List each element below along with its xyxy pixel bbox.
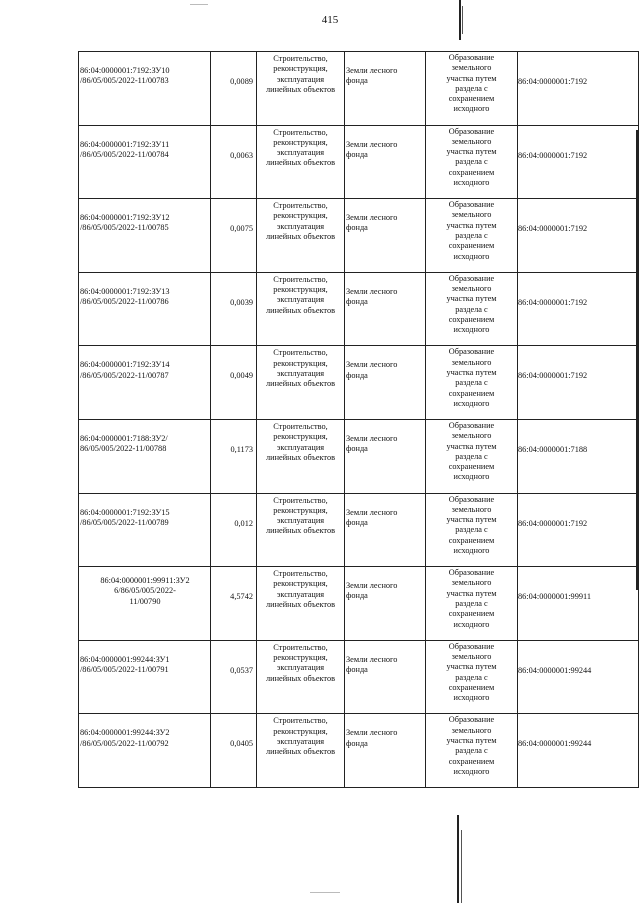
permitted-use-line: Строительство, xyxy=(273,421,328,431)
permitted-use-line: линейных объектов xyxy=(265,379,336,389)
formation-method-line: сохранением xyxy=(448,462,495,472)
formation-method-line: земельного xyxy=(451,431,492,441)
formation-method-line: Образование xyxy=(448,715,495,725)
permitted-use-line: линейных объектов xyxy=(265,232,336,242)
land-category-line: фонда xyxy=(346,665,368,675)
permitted-use-line: реконструкция, xyxy=(273,358,328,368)
permitted-use-cell xyxy=(257,567,345,641)
formation-method-line: раздела с xyxy=(455,157,488,167)
formation-method-cell xyxy=(426,493,518,567)
permitted-use-line: эксплуатация xyxy=(276,663,325,673)
cadastral-number-line: /86/05/005/2022-11/00786 xyxy=(80,297,169,307)
source-plot-cell: 86:04:0000001:99244 xyxy=(518,714,639,788)
area-cell: 0,0049 xyxy=(211,346,257,420)
table-row xyxy=(79,199,639,273)
source-plot-cell: 86:04:0000001:7192 xyxy=(518,52,639,126)
permitted-use-line: эксплуатация xyxy=(276,736,325,746)
formation-method-line: раздела с xyxy=(455,672,488,682)
source-plot-cell: 86:04:0000001:7192 xyxy=(518,199,639,273)
cadastral-number-line: 6/86/05/005/2022- xyxy=(114,586,176,596)
permitted-use-line: реконструкция, xyxy=(273,653,328,663)
cadastral-number-cell xyxy=(79,125,211,199)
formation-method-line: раздела с xyxy=(455,83,488,93)
permitted-use-line: линейных объектов xyxy=(265,305,336,315)
formation-method-line: участка путем xyxy=(446,294,497,304)
scan-artifact-faint-top xyxy=(190,4,208,5)
cadastral-number-cell xyxy=(79,346,211,420)
permitted-use-line: линейных объектов xyxy=(265,747,336,757)
permitted-use-line: Строительство, xyxy=(273,127,328,137)
cadastral-number-cell xyxy=(79,52,211,126)
formation-method-line: исходного xyxy=(453,251,490,261)
land-category-line: фонда xyxy=(346,149,368,159)
permitted-use-cell xyxy=(257,272,345,346)
source-plot-cell: 86:04:0000001:7192 xyxy=(518,272,639,346)
land-category-line: Земли лесного xyxy=(346,66,398,75)
area-cell: 4,5742 xyxy=(211,567,257,641)
scan-artifact-bottom-secondary xyxy=(461,830,462,903)
formation-method-line: Образование xyxy=(448,420,495,430)
formation-method-line: исходного xyxy=(453,693,490,703)
formation-method-line: участка путем xyxy=(446,220,497,230)
formation-method-cell xyxy=(426,567,518,641)
formation-method-line: раздела с xyxy=(455,746,488,756)
cadastral-number-line: 86:04:0000001:7192:ЗУ13 xyxy=(80,286,170,296)
permitted-use-line: линейных объектов xyxy=(265,84,336,94)
land-category-cell xyxy=(345,419,426,493)
formation-method-line: раздела с xyxy=(455,378,488,388)
permitted-use-line: линейных объектов xyxy=(265,673,336,683)
cadastral-number-line: /86/05/005/2022-11/00791 xyxy=(80,665,169,675)
formation-method-line: участка путем xyxy=(446,73,497,83)
permitted-use-line: реконструкция, xyxy=(273,211,328,221)
permitted-use-line: реконструкция, xyxy=(273,285,328,295)
cadastral-number-line: /86/05/005/2022-11/00792 xyxy=(80,738,169,748)
formation-method-line: земельного xyxy=(451,357,492,367)
land-category-line: Земли лесного xyxy=(346,286,398,296)
cadastral-number-line: 11/00790 xyxy=(129,596,161,606)
formation-method-line: исходного xyxy=(453,325,490,335)
page-number: 415 xyxy=(321,14,339,26)
cadastral-number-cell xyxy=(79,567,211,641)
permitted-use-line: эксплуатация xyxy=(276,148,325,158)
table-row xyxy=(79,714,639,788)
permitted-use-line: реконструкция, xyxy=(273,726,328,736)
permitted-use-cell xyxy=(257,346,345,420)
land-category-line: фонда xyxy=(346,223,368,233)
permitted-use-line: Строительство, xyxy=(273,569,328,579)
formation-method-line: сохранением xyxy=(448,756,495,766)
land-category-cell xyxy=(345,567,426,641)
formation-method-line: сохранением xyxy=(448,609,495,619)
cadastral-number-line: 86:04:0000001:7192:ЗУ12 xyxy=(80,213,170,223)
permitted-use-line: реконструкция, xyxy=(273,432,328,442)
land-plot-table-body xyxy=(79,52,639,788)
formation-method-line: Образование xyxy=(448,568,495,578)
area-cell: 0,012 xyxy=(211,493,257,567)
table-row xyxy=(79,419,639,493)
formation-method-line: раздела с xyxy=(455,231,488,241)
land-plot-table xyxy=(78,51,639,788)
cadastral-number-line: 86:04:0000001:99244:ЗУ1 xyxy=(80,654,170,664)
formation-method-line: раздела с xyxy=(455,525,488,535)
cadastral-number-line: /86/05/005/2022-11/00785 xyxy=(80,223,169,233)
formation-method-line: исходного xyxy=(453,472,490,482)
table-row xyxy=(79,346,639,420)
formation-method-line: участка путем xyxy=(446,588,497,598)
area-cell: 0,0405 xyxy=(211,714,257,788)
formation-method-line: сохранением xyxy=(448,241,495,251)
formation-method-cell xyxy=(426,714,518,788)
formation-method-line: земельного xyxy=(451,504,492,514)
formation-method-line: земельного xyxy=(451,578,492,588)
land-category-line: фонда xyxy=(346,76,368,86)
formation-method-line: земельного xyxy=(451,210,492,220)
cadastral-number-line: /86/05/005/2022-11/00783 xyxy=(80,76,169,86)
formation-method-cell xyxy=(426,272,518,346)
formation-method-line: участка путем xyxy=(446,735,497,745)
scan-artifact-bottom xyxy=(457,815,459,903)
cadastral-number-line: 86:04:0000001:7192:ЗУ15 xyxy=(80,507,170,517)
land-category-cell xyxy=(345,493,426,567)
permitted-use-cell xyxy=(257,714,345,788)
source-plot-cell: 86:04:0000001:99911 xyxy=(518,567,639,641)
scan-artifact-top xyxy=(459,0,461,40)
source-plot-cell: 86:04:0000001:7192 xyxy=(518,125,639,199)
permitted-use-line: эксплуатация xyxy=(276,589,325,599)
area-cell: 0,1173 xyxy=(211,419,257,493)
land-category-line: фонда xyxy=(346,370,368,380)
cadastral-number-cell xyxy=(79,272,211,346)
cadastral-number-cell xyxy=(79,640,211,714)
cadastral-number-line: /86/05/005/2022-11/00787 xyxy=(80,370,169,380)
formation-method-line: Образование xyxy=(448,347,495,357)
formation-method-line: Образование xyxy=(448,53,495,62)
cadastral-number-line: 86:04:0000001:7188:ЗУ2/ xyxy=(80,433,168,443)
formation-method-line: земельного xyxy=(451,136,492,146)
table-row xyxy=(79,567,639,641)
land-category-line: Земли лесного xyxy=(346,433,398,443)
formation-method-line: земельного xyxy=(451,63,492,73)
table-row xyxy=(79,272,639,346)
land-category-line: Земли лесного xyxy=(346,507,398,517)
land-category-line: Земли лесного xyxy=(346,654,398,664)
permitted-use-line: линейных объектов xyxy=(265,158,336,168)
formation-method-line: сохранением xyxy=(448,167,495,177)
formation-method-line: исходного xyxy=(453,104,490,114)
land-category-line: фонда xyxy=(346,738,368,748)
land-category-line: Земли лесного xyxy=(346,360,398,370)
cadastral-number-line: 86:04:0000001:7192:ЗУ10 xyxy=(80,66,170,75)
permitted-use-cell xyxy=(257,640,345,714)
permitted-use-line: реконструкция, xyxy=(273,579,328,589)
source-plot-cell: 86:04:0000001:7192 xyxy=(518,493,639,567)
permitted-use-line: эксплуатация xyxy=(276,368,325,378)
land-category-cell xyxy=(345,52,426,126)
cadastral-number-line: 86:04:0000001:99911:ЗУ2 xyxy=(100,576,190,586)
permitted-use-line: Строительство, xyxy=(273,274,328,284)
area-cell: 0,0063 xyxy=(211,125,257,199)
formation-method-line: Образование xyxy=(448,126,495,136)
scan-artifact-faint-bottom xyxy=(310,892,340,893)
cadastral-number-line: 86/05/005/2022-11/00788 xyxy=(80,444,167,454)
permitted-use-cell xyxy=(257,493,345,567)
formation-method-line: земельного xyxy=(451,652,492,662)
permitted-use-line: эксплуатация xyxy=(276,295,325,305)
land-category-cell xyxy=(345,640,426,714)
formation-method-cell xyxy=(426,346,518,420)
area-cell: 0,0039 xyxy=(211,272,257,346)
cadastral-number-cell xyxy=(79,714,211,788)
formation-method-line: сохранением xyxy=(448,314,495,324)
formation-method-line: раздела с xyxy=(455,304,488,314)
formation-method-cell xyxy=(426,52,518,126)
land-category-line: фонда xyxy=(346,444,368,454)
formation-method-line: сохранением xyxy=(448,388,495,398)
area-cell: 0,0537 xyxy=(211,640,257,714)
land-category-line: Земли лесного xyxy=(346,581,398,591)
formation-method-line: исходного xyxy=(453,619,490,629)
scan-artifact-top-secondary xyxy=(462,6,463,34)
source-plot-cell: 86:04:0000001:99244 xyxy=(518,640,639,714)
formation-method-line: сохранением xyxy=(448,94,495,104)
permitted-use-line: эксплуатация xyxy=(276,442,325,452)
permitted-use-line: Строительство, xyxy=(273,348,328,358)
land-category-cell xyxy=(345,714,426,788)
permitted-use-line: линейных объектов xyxy=(265,600,336,610)
cadastral-number-line: /86/05/005/2022-11/00784 xyxy=(80,149,169,159)
formation-method-cell xyxy=(426,640,518,714)
permitted-use-line: Строительство, xyxy=(273,642,328,652)
table-row xyxy=(79,640,639,714)
table-row xyxy=(79,125,639,199)
source-plot-cell: 86:04:0000001:7188 xyxy=(518,419,639,493)
formation-method-line: участка путем xyxy=(446,441,497,451)
permitted-use-line: эксплуатация xyxy=(276,221,325,231)
formation-method-cell xyxy=(426,199,518,273)
cadastral-number-cell xyxy=(79,419,211,493)
cadastral-number-cell xyxy=(79,199,211,273)
permitted-use-cell xyxy=(257,199,345,273)
formation-method-line: Образование xyxy=(448,641,495,651)
formation-method-line: земельного xyxy=(451,284,492,294)
land-category-cell xyxy=(345,346,426,420)
land-category-line: фонда xyxy=(346,517,368,527)
area-cell: 0,0075 xyxy=(211,199,257,273)
table-row xyxy=(79,52,639,126)
formation-method-line: Образование xyxy=(448,200,495,210)
permitted-use-line: линейных объектов xyxy=(265,526,336,536)
formation-method-line: исходного xyxy=(453,766,490,776)
land-category-line: фонда xyxy=(346,297,368,307)
cadastral-number-cell xyxy=(79,493,211,567)
source-plot-cell: 86:04:0000001:7192 xyxy=(518,346,639,420)
cadastral-number-line: 86:04:0000001:7192:ЗУ14 xyxy=(80,360,170,370)
formation-method-line: земельного xyxy=(451,725,492,735)
permitted-use-cell xyxy=(257,419,345,493)
land-category-line: Земли лесного xyxy=(346,139,398,149)
land-category-cell xyxy=(345,125,426,199)
permitted-use-line: эксплуатация xyxy=(276,516,325,526)
formation-method-line: раздела с xyxy=(455,599,488,609)
permitted-use-line: Строительство, xyxy=(273,201,328,211)
formation-method-line: сохранением xyxy=(448,682,495,692)
table-row xyxy=(79,493,639,567)
cadastral-number-line: 86:04:0000001:7192:ЗУ11 xyxy=(80,139,170,149)
formation-method-line: исходного xyxy=(453,546,490,556)
permitted-use-line: Строительство, xyxy=(273,495,328,505)
formation-method-line: раздела с xyxy=(455,451,488,461)
land-category-line: фонда xyxy=(346,591,368,601)
land-category-cell xyxy=(345,199,426,273)
formation-method-line: Образование xyxy=(448,494,495,504)
permitted-use-cell xyxy=(257,52,345,126)
cadastral-number-line: /86/05/005/2022-11/00789 xyxy=(80,517,169,527)
formation-method-line: сохранением xyxy=(448,535,495,545)
formation-method-cell xyxy=(426,125,518,199)
formation-method-line: исходного xyxy=(453,178,490,188)
permitted-use-line: реконструкция, xyxy=(273,505,328,515)
land-category-cell xyxy=(345,272,426,346)
formation-method-line: участка путем xyxy=(446,367,497,377)
formation-method-line: участка путем xyxy=(446,515,497,525)
formation-method-cell xyxy=(426,419,518,493)
permitted-use-line: Строительство, xyxy=(273,54,328,63)
permitted-use-line: эксплуатация xyxy=(276,74,325,84)
permitted-use-line: реконструкция, xyxy=(273,137,328,147)
formation-method-line: Образование xyxy=(448,273,495,283)
land-category-line: Земли лесного xyxy=(346,213,398,223)
formation-method-line: участка путем xyxy=(446,147,497,157)
permitted-use-cell xyxy=(257,125,345,199)
permitted-use-line: реконструкция, xyxy=(273,64,328,74)
permitted-use-line: Строительство, xyxy=(273,716,328,726)
permitted-use-line: линейных объектов xyxy=(265,452,336,462)
formation-method-line: исходного xyxy=(453,398,490,408)
land-category-line: Земли лесного xyxy=(346,728,398,738)
cadastral-number-line: 86:04:0000001:99244:ЗУ2 xyxy=(80,728,170,738)
formation-method-line: участка путем xyxy=(446,662,497,672)
area-cell: 0,0089 xyxy=(211,52,257,126)
